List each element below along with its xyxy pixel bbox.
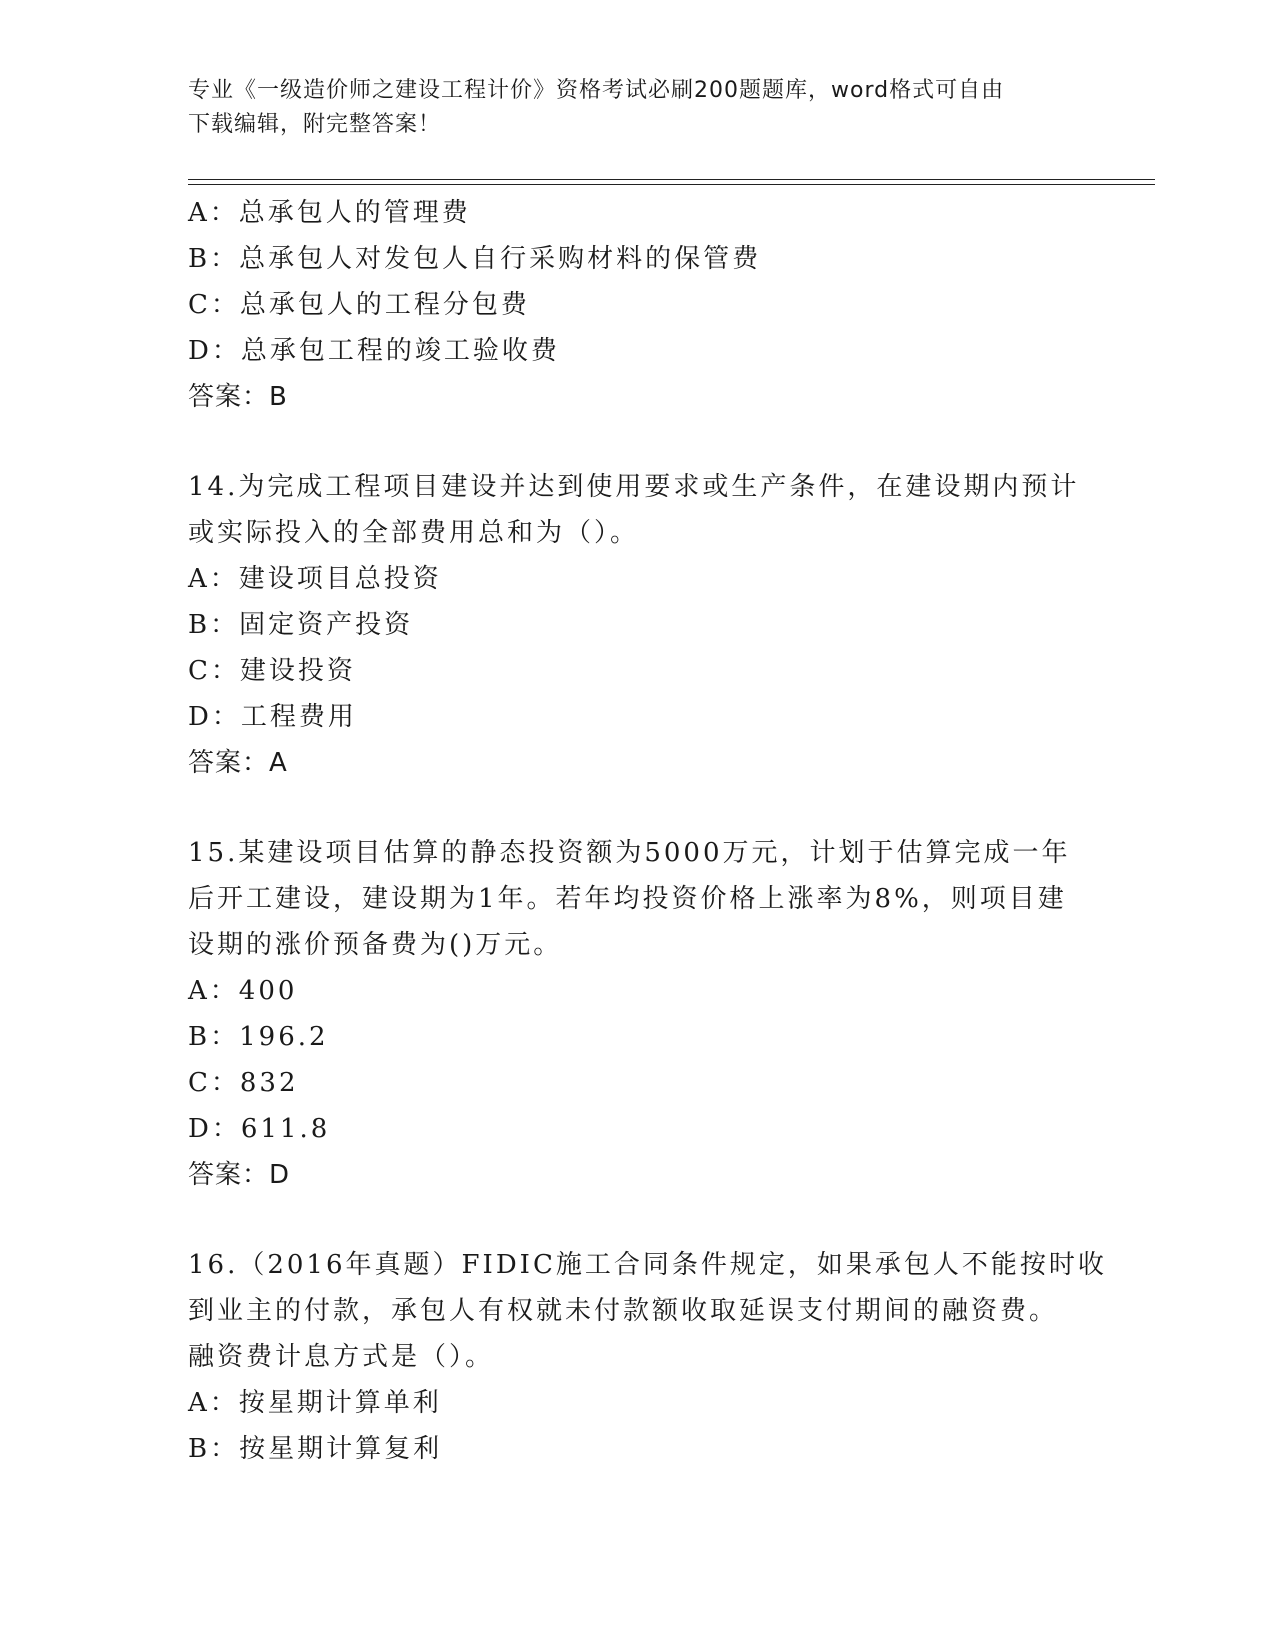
question-14 [188,464,1088,786]
answer-line: 答案：A [188,748,288,778]
question-stem-line-1: 16.（2016年真题）FIDIC施工合同条件规定，如果承包人不能按时收 [188,1250,1107,1280]
answer-line: 答案：B [188,382,288,412]
header-divider-top [188,179,1155,180]
option-d: D：工程费用 [188,702,357,732]
option-b: B：总承包人对发包人自行采购材料的保管费 [188,244,762,274]
spacer [188,420,1088,464]
question-stem-line-1: 15.某建设项目估算的静态投资额为5000万元，计划于估算完成一年 [188,838,1071,868]
question-stem-line-3: 设期的涨价预备费为()万元。 [188,930,563,960]
spacer [188,1198,1088,1242]
question-stem-line-2: 后开工建设，建设期为1年。若年均投资价格上涨率为8%，则项目建 [188,884,1067,914]
question-stem-line-2: 到业主的付款，承包人有权就未付款额收取延误支付期间的融资费。 [188,1296,1059,1326]
option-a: A：400 [188,976,298,1006]
option-b: B：按星期计算复利 [188,1434,443,1464]
question-15 [188,830,1088,1198]
option-c: C：建设投资 [188,656,356,686]
option-b: B：196.2 [188,1022,329,1052]
option-d: D：611.8 [188,1114,331,1144]
option-a: A：总承包人的管理费 [188,198,471,228]
answer-line: 答案：D [188,1160,291,1190]
question-stem-line-3: 融资费计息方式是（）。 [188,1342,495,1372]
option-c: C：832 [188,1068,299,1098]
header-line-2: 下载编辑，附完整答案！ [188,112,442,137]
header-line-1: 专业《一级造价师之建设工程计价》资格考试必刷200题题库，word格式可自由 [188,78,1005,103]
spacer [188,786,1088,830]
option-a: A：建设项目总投资 [188,564,442,594]
option-a: A：按星期计算单利 [188,1388,442,1418]
option-b: B：固定资产投资 [188,610,414,640]
question-stem-line-1: 14.为完成工程项目建设并达到使用要求或生产条件，在建设期内预计 [188,472,1080,502]
question-list [188,190,1107,1472]
question-13 [188,190,1088,420]
option-c: C：总承包人的工程分包费 [188,290,530,320]
question-stem-line-2: 或实际投入的全部费用总和为（）。 [188,518,640,548]
question-16 [188,1242,1107,1472]
option-d: D：总承包工程的竣工验收费 [188,336,560,366]
document-header [188,74,1068,142]
header-divider-bottom [188,184,1155,185]
